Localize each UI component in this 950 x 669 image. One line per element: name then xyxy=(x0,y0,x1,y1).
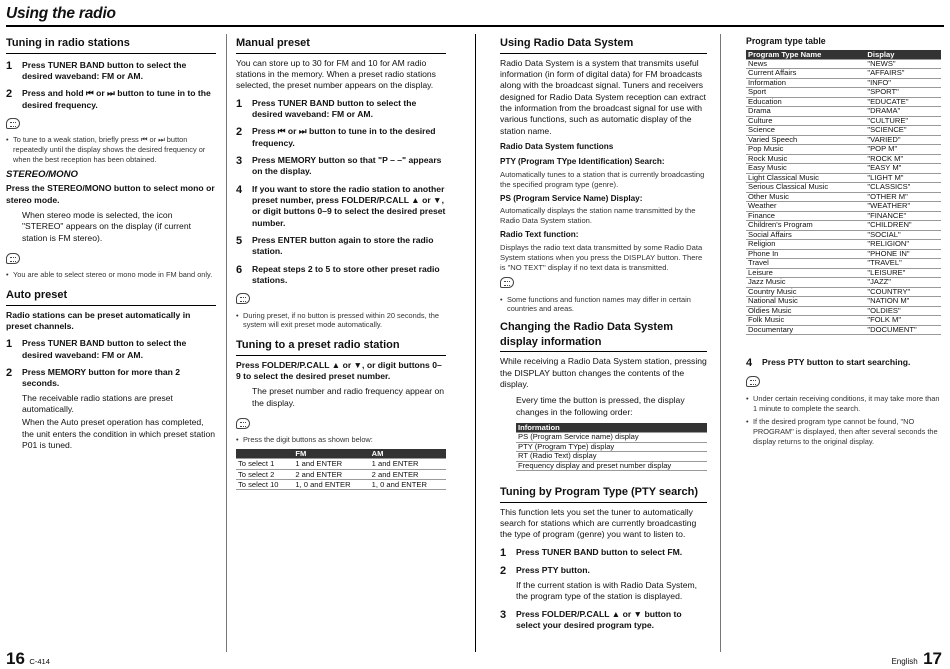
note-text: • You are able to select stereo or mono mode in FM band only. xyxy=(6,270,216,280)
step-text: Press MEMORY button so that "P – –" appears on the display. xyxy=(252,154,442,177)
note-text: • Under certain receiving conditions, it may take more than 1 minute to complete the search. xyxy=(746,394,941,414)
table-cell: Religion xyxy=(746,240,865,250)
body-text: The preset number and radio frequency appear on the display. xyxy=(252,386,445,408)
table-cell: Leisure xyxy=(746,268,865,278)
step-number: 1 xyxy=(500,546,507,559)
page-number: 16 xyxy=(6,649,25,668)
table-cell: Country Music xyxy=(746,287,865,297)
instruction: Press the STEREO/MONO button to select mono or stereo mode. xyxy=(6,183,215,205)
step xyxy=(6,60,216,83)
note-icon xyxy=(236,293,250,304)
table-cell: 1, 0 and ENTER xyxy=(293,479,369,489)
table-cell: "DRAMA" xyxy=(865,107,941,117)
table-cell: Sport xyxy=(746,88,865,98)
step xyxy=(236,126,446,149)
instruction: Radio stations can be preset automatically in preset channels. xyxy=(6,309,191,331)
display-order-table xyxy=(516,423,707,471)
body-text: Automatically tunes to a station that is currently broadcasting the specified program type (genre). xyxy=(500,169,705,189)
table-cell: Children's Program xyxy=(746,221,865,231)
step xyxy=(6,367,216,390)
table-cell: Folk Music xyxy=(746,316,865,326)
table-cell: "PHONE IN" xyxy=(865,249,941,259)
note-text: • During preset, if no button is pressed within 20 seconds, the system will exit preset mode automatically. xyxy=(236,311,446,331)
note-text: • Press the digit buttons as shown below: xyxy=(236,435,446,445)
column-divider xyxy=(720,34,721,652)
note-text: • Some functions and function names may differ in certain countries and areas. xyxy=(500,295,707,315)
step-text: Press and hold ⏮ or ⏭ button to tune in to the desired frequency. xyxy=(22,88,211,110)
table-row xyxy=(236,459,446,469)
table-cell: 2 and ENTER xyxy=(370,469,446,479)
body-text: This function lets you set the tuner to automatically search for stations which are currently broadcasting the type of program (genre) you want to listen to. xyxy=(500,506,697,540)
step-text: Press PTY button to start searching. xyxy=(762,357,911,368)
table-cell: "RELIGION" xyxy=(865,240,941,250)
subheading-pty: PTY (Program TYpe Identification) Search: xyxy=(500,156,665,166)
table-cell: Frequency display and preset number display xyxy=(516,461,707,471)
table-cell: Weather xyxy=(746,202,865,212)
section-heading-tuning: Tuning in radio stations xyxy=(6,36,216,54)
table-cell: "JAZZ" xyxy=(865,278,941,288)
table-header-row xyxy=(746,50,941,60)
step xyxy=(500,547,707,559)
step-text: Press ENTER button again to store the radio station. xyxy=(252,234,434,257)
section-heading-rds: Using Radio Data System xyxy=(500,36,707,54)
title-rule xyxy=(6,25,944,27)
table-cell: PTY (Program TYpe) display xyxy=(516,442,707,452)
table-cell: Finance xyxy=(746,211,865,221)
model-code: C-414 xyxy=(29,657,50,666)
table-row xyxy=(746,116,941,126)
section-heading-tuning-preset: Tuning to a preset radio station xyxy=(236,338,446,356)
table-header: AM xyxy=(370,449,446,459)
step-number: 4 xyxy=(746,357,753,370)
table-row xyxy=(746,88,941,98)
table-cell: "NEWS" xyxy=(865,59,941,69)
step-text: Repeat steps 2 to 5 to store other preset radio stations. xyxy=(252,263,440,286)
body-text: Automatically displays the station name transmitted by the Radio Data System station. xyxy=(500,206,696,226)
language-label: English xyxy=(891,657,918,666)
program-type-table xyxy=(746,50,941,336)
table-cell: "SCIENCE" xyxy=(865,126,941,136)
step-number: 3 xyxy=(236,154,243,167)
table-row xyxy=(746,202,941,212)
body-text: When the Auto preset operation has completed, the unit enters the condition in which preset station P01 is tuned. xyxy=(22,417,215,450)
page-number: 17 xyxy=(923,649,942,668)
table-cell: "FINANCE" xyxy=(865,211,941,221)
table-cell: "INFO" xyxy=(865,78,941,88)
table-row xyxy=(746,240,941,250)
table-cell: "SPORT" xyxy=(865,88,941,98)
table-row xyxy=(516,452,707,462)
table-cell: Easy Music xyxy=(746,164,865,174)
step xyxy=(746,357,941,369)
section-heading-change-display: Changing the Radio Data System display information xyxy=(500,320,707,352)
table-cell: To select 2 xyxy=(236,469,293,479)
step-number: 2 xyxy=(6,88,13,101)
footer-right xyxy=(891,648,942,669)
column-1 xyxy=(6,36,216,456)
note-icon xyxy=(500,277,514,288)
table-cell: Education xyxy=(746,97,865,107)
step-text: Press TUNER BAND button to select the desired waveband: FM or AM. xyxy=(252,97,417,119)
table-row xyxy=(236,479,446,489)
section-heading-manual-preset: Manual preset xyxy=(236,36,446,54)
step-number: 1 xyxy=(6,59,13,72)
table-cell: To select 1 xyxy=(236,459,293,469)
body-text: When stereo mode is selected, the icon "STEREO" appears on the display (if current station is FM stereo). xyxy=(22,209,191,243)
table-row xyxy=(746,183,941,193)
table-cell: Current Affairs xyxy=(746,69,865,79)
page-divider xyxy=(475,34,476,652)
table-cell: 2 and ENTER xyxy=(293,469,369,479)
table-cell: Other Music xyxy=(746,192,865,202)
table-row xyxy=(746,259,941,269)
table-row xyxy=(746,230,941,240)
step-number: 2 xyxy=(6,366,13,379)
subheading-stereo-mono: STEREO/MONO xyxy=(6,168,78,180)
table-cell: PS (Program Service name) display xyxy=(516,433,707,443)
table-cell: RT (Radio Text) display xyxy=(516,452,707,462)
table-cell: "WEATHER" xyxy=(865,202,941,212)
table-row xyxy=(236,469,446,479)
note-text: • To tune to a weak station, briefly press ⏮ or ⏭ button repeatedly until the display shows the desired frequency or when the best reception has been obtained. xyxy=(6,135,216,164)
step-number: 1 xyxy=(6,338,13,351)
table-header: Display xyxy=(865,50,941,60)
table-row xyxy=(746,69,941,79)
step-number: 2 xyxy=(236,126,243,139)
table-cell: Oldies Music xyxy=(746,306,865,316)
step-text: Press ⏮ or ⏭ button to tune in to the desired frequency. xyxy=(252,126,436,148)
table-row xyxy=(746,145,941,155)
table-cell: Social Affairs xyxy=(746,230,865,240)
table-row xyxy=(746,97,941,107)
table-cell: "COUNTRY" xyxy=(865,287,941,297)
table-header: Information xyxy=(516,423,707,433)
table-cell: Travel xyxy=(746,259,865,269)
subheading-radio-text: Radio Text function: xyxy=(500,230,579,240)
table-cell: Science xyxy=(746,126,865,136)
step-number: 3 xyxy=(500,608,507,621)
note-text: • If the desired program type cannot be found, "NO PROGRAM" is displayed, then after several seconds the display returns to the original display. xyxy=(746,417,941,446)
instruction: Press FOLDER/P.CALL ▲ or ▼, or digit buttons 0–9 to select the desired preset number. xyxy=(236,359,442,382)
body-text: While receiving a Radio Data System station, pressing the DISPLAY button changes the contents of the display. xyxy=(500,356,707,389)
step xyxy=(236,155,446,178)
table-header xyxy=(236,449,293,459)
table-header: FM xyxy=(293,449,369,459)
step xyxy=(236,184,446,229)
column-4 xyxy=(746,36,941,451)
table-row xyxy=(746,249,941,259)
table-cell: "AFFAIRS" xyxy=(865,69,941,79)
step-number: 1 xyxy=(236,97,243,110)
step xyxy=(6,88,216,111)
subheading-rds-functions: Radio Data System functions xyxy=(500,141,614,151)
table-cell: "CULTURE" xyxy=(865,116,941,126)
table-cell: "FOLK M" xyxy=(865,316,941,326)
section-heading-pty-search: Tuning by Program Type (PTY search) xyxy=(500,485,707,503)
table-row xyxy=(746,78,941,88)
table-row xyxy=(746,126,941,136)
table-cell: "EASY M" xyxy=(865,164,941,174)
step xyxy=(500,565,707,577)
table-row xyxy=(746,316,941,326)
column-divider xyxy=(226,34,227,652)
table-cell: Pop Music xyxy=(746,145,865,155)
step-text: If you want to store the radio station to another preset number, press FOLDER/P.CALL ▲ or ▼, or digit buttons 0–9 to select the desired preset number. xyxy=(252,183,446,228)
table-row xyxy=(746,278,941,288)
step-number: 4 xyxy=(236,183,243,196)
subheading-ps: PS (Program Service Name) Display: xyxy=(500,193,643,203)
table-cell: "LIGHT M" xyxy=(865,173,941,183)
body-text: Displays the radio text data transmitted by some Radio Data System stations when you press the DISPLAY button. There is "NO TEXT" display if no text data is transmitted. xyxy=(500,243,703,273)
table-cell: "OTHER M" xyxy=(865,192,941,202)
table-cell: Jazz Music xyxy=(746,278,865,288)
step-text: Press TUNER BAND button to select the desired waveband: FM or AM. xyxy=(22,338,187,360)
table-cell: "ROCK M" xyxy=(865,154,941,164)
table-cell: To select 10 xyxy=(236,479,293,489)
table-cell: Varied Speech xyxy=(746,135,865,145)
table-cell: Light Classical Music xyxy=(746,173,865,183)
table-cell: "DOCUMENT" xyxy=(865,325,941,335)
table-cell: News xyxy=(746,59,865,69)
table-cell: "LEISURE" xyxy=(865,268,941,278)
step xyxy=(500,609,707,632)
table-cell: "EDUCATE" xyxy=(865,97,941,107)
section-heading-auto-preset: Auto preset xyxy=(6,288,216,306)
step-text: Press FOLDER/P.CALL ▲ or ▼ button to select your desired program type. xyxy=(516,608,682,630)
table-cell: Drama xyxy=(746,107,865,117)
table-cell: Phone In xyxy=(746,249,865,259)
table-cell: 1, 0 and ENTER xyxy=(370,479,446,489)
step xyxy=(6,338,216,361)
table-row xyxy=(516,433,707,443)
column-2 xyxy=(236,36,446,490)
note-icon xyxy=(6,118,20,129)
table-cell: "POP M" xyxy=(865,145,941,155)
table-cell: "TRAVEL" xyxy=(865,259,941,269)
table-cell: "VARIED" xyxy=(865,135,941,145)
step-text: Press TUNER BAND button to select the desired waveband: FM or AM. xyxy=(22,59,187,81)
step-number: 2 xyxy=(500,564,507,577)
body-text: The receivable radio stations are preset automatically. xyxy=(22,392,173,414)
table-row xyxy=(746,221,941,231)
table-row xyxy=(746,297,941,307)
table-row xyxy=(516,461,707,471)
table-header-row xyxy=(236,449,446,459)
table-cell: Rock Music xyxy=(746,154,865,164)
table-cell: "OLDIES" xyxy=(865,306,941,316)
program-type-table-title: Program type table xyxy=(746,36,826,46)
table-cell: "NATION M" xyxy=(865,297,941,307)
table-row xyxy=(746,325,941,335)
table-row xyxy=(746,107,941,117)
table-cell: "SOCIAL" xyxy=(865,230,941,240)
table-cell: "CLASSICS" xyxy=(865,183,941,193)
table-cell: 1 and ENTER xyxy=(370,459,446,469)
step-number: 5 xyxy=(236,234,243,247)
note-icon xyxy=(236,418,250,429)
step xyxy=(236,98,446,121)
step-number: 6 xyxy=(236,263,243,276)
body-text: You can store up to 30 for FM and 10 for AM radio stations in the memory. When a preset radio stations selected, the preset number appears on the display. xyxy=(236,57,436,91)
step xyxy=(236,235,446,258)
table-cell: Culture xyxy=(746,116,865,126)
page-title: Using the radio xyxy=(6,5,116,22)
digit-buttons-table xyxy=(236,449,446,490)
table-cell: "CHILDREN" xyxy=(865,221,941,231)
note-icon xyxy=(746,376,760,387)
note-icon xyxy=(6,253,20,264)
table-cell: Serious Classical Music xyxy=(746,183,865,193)
body-text: If the current station is with Radio Data System, the program type of the station is displayed. xyxy=(516,579,698,602)
body-text: Radio Data System is a system that transmits useful information (in form of digital data) for FM broadcasts along with the broadcast signal. Tuners and receivers designed for Radio Data System reception can extract the information from the broadcast signal for use with various functions, such as automatic display of the station name. xyxy=(500,57,706,136)
table-cell: National Music xyxy=(746,297,865,307)
body-text: Every time the button is pressed, the display changes in the following order: xyxy=(516,395,685,417)
table-header: Program Type Name xyxy=(746,50,865,60)
table-cell: 1 and ENTER xyxy=(293,459,369,469)
column-3 xyxy=(500,36,707,634)
step-text: Press PTY button. xyxy=(516,564,590,575)
footer-left xyxy=(6,648,50,669)
table-cell: Information xyxy=(746,78,865,88)
step xyxy=(236,264,446,287)
table-cell: Documentary xyxy=(746,325,865,335)
table-row xyxy=(746,164,941,174)
step-text: Press TUNER BAND button to select FM. xyxy=(516,546,683,557)
step-text: Press MEMORY button for more than 2 seconds. xyxy=(22,366,181,389)
